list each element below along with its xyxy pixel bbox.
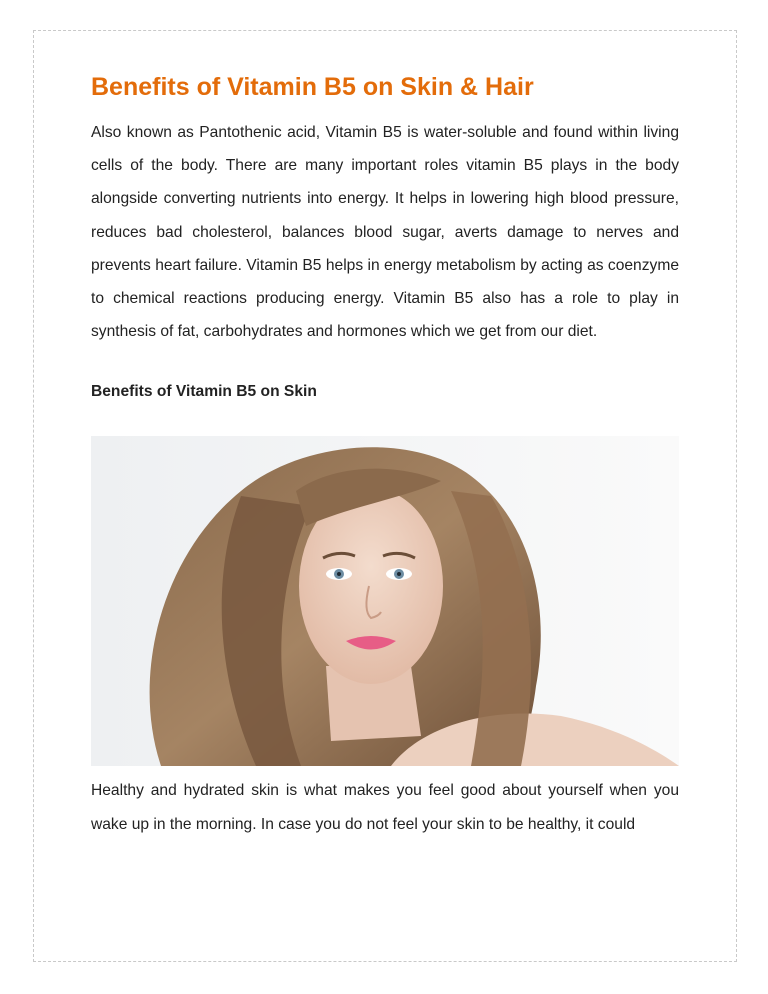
document-content bbox=[91, 70, 679, 841]
intro-paragraph: Also known as Pantothenic acid, Vitamin B5 is water-soluble and found within living cells of the body. There are many important roles vitamin B5 plays in the body alongside converting nutrients into energy. It helps in lowering high blood pressure, reduces bad cholesterol, balances blood sugar, averts damage to nerves and prevents heart failure. Vitamin B5 helps in energy metabolism by acting as coenzyme to chemical reactions producing energy. Vitamin B5 also has a role to play in synthesis of fat, carbohydrates and hormones which we get from our diet. bbox=[91, 124, 679, 341]
section-heading-skin: Benefits of Vitamin B5 on Skin bbox=[91, 383, 317, 401]
skin-paragraph: Healthy and hydrated skin is what makes you feel good about yourself when you wake up in the morning. In case you do not feel your skin to be healthy, it could bbox=[91, 782, 679, 833]
document-title: Benefits of Vitamin B5 on Skin & Hair bbox=[91, 73, 534, 101]
woman-portrait-photo bbox=[91, 436, 679, 766]
